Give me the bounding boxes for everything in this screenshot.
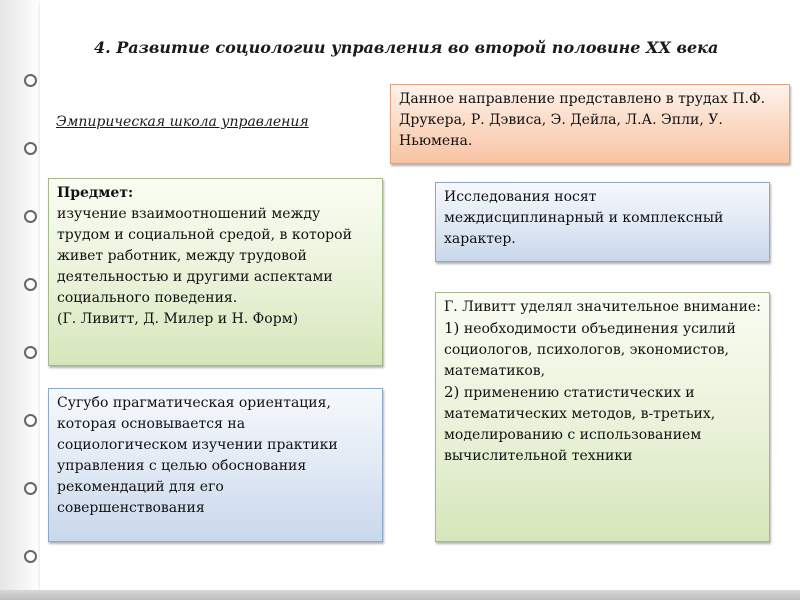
subject-authors: (Г. Ливитт, Д. Милер и Н. Форм) — [57, 311, 299, 327]
binder-ring-icon — [24, 210, 37, 223]
leavitt-item-1-number: 1) — [444, 319, 460, 337]
section-subtitle: Эмпирическая школа управления — [56, 114, 309, 130]
binder-ring-icon — [24, 346, 37, 359]
authors-text: Данное направление представлено в трудах П.Ф. Друкера, Р. Дэвиса, Э. Дейла, Л.А. Эпли, У. Ньюмена. — [399, 91, 766, 149]
pragmatic-box — [48, 388, 383, 542]
pragmatic-text: Сугубо прагматическая ориентация, которая основывается на социологическом изучении практики управления с целью обоснования рекомендаций для его совершенствования — [57, 395, 338, 516]
bottom-shadow-band — [0, 590, 800, 600]
leavitt-item-2-text: применению статистических и математических методов, в-третьих, моделированию с использованием вычислительной техники — [444, 385, 716, 464]
research-box — [435, 182, 770, 262]
leavitt-box — [435, 292, 770, 542]
leavitt-item-1 — [444, 318, 761, 382]
authors-box — [390, 84, 790, 164]
subject-text: изучение взаимоотношений между трудом и социальной средой, в которой живет работник, между трудовой деятельностью и другими аспектами социального поведения. — [57, 206, 352, 306]
subject-box — [48, 178, 383, 366]
leavitt-item-2-number: 2) — [444, 383, 460, 401]
leavitt-item-1-text: необходимости объединения усилий социологов, психологов, экономистов, математиков, — [444, 321, 736, 379]
binder-ring-icon — [24, 414, 37, 427]
binder-ring-icon — [24, 550, 37, 563]
binder-ring-icon — [24, 278, 37, 291]
research-text: Исследования носят междисциплинарный и комплексный характер. — [444, 189, 724, 247]
binder-ring-icon — [24, 74, 37, 87]
left-decorative-strip — [0, 0, 40, 600]
leavitt-intro: Г. Ливитт уделял значительное внимание: — [444, 299, 761, 315]
binder-ring-icon — [24, 142, 37, 155]
binder-ring-icon — [24, 482, 37, 495]
subject-heading: Предмет: — [57, 185, 134, 201]
leavitt-item-2 — [444, 382, 761, 467]
slide-title: 4. Развитие социологии управления во второй половине ХХ века — [94, 38, 719, 57]
